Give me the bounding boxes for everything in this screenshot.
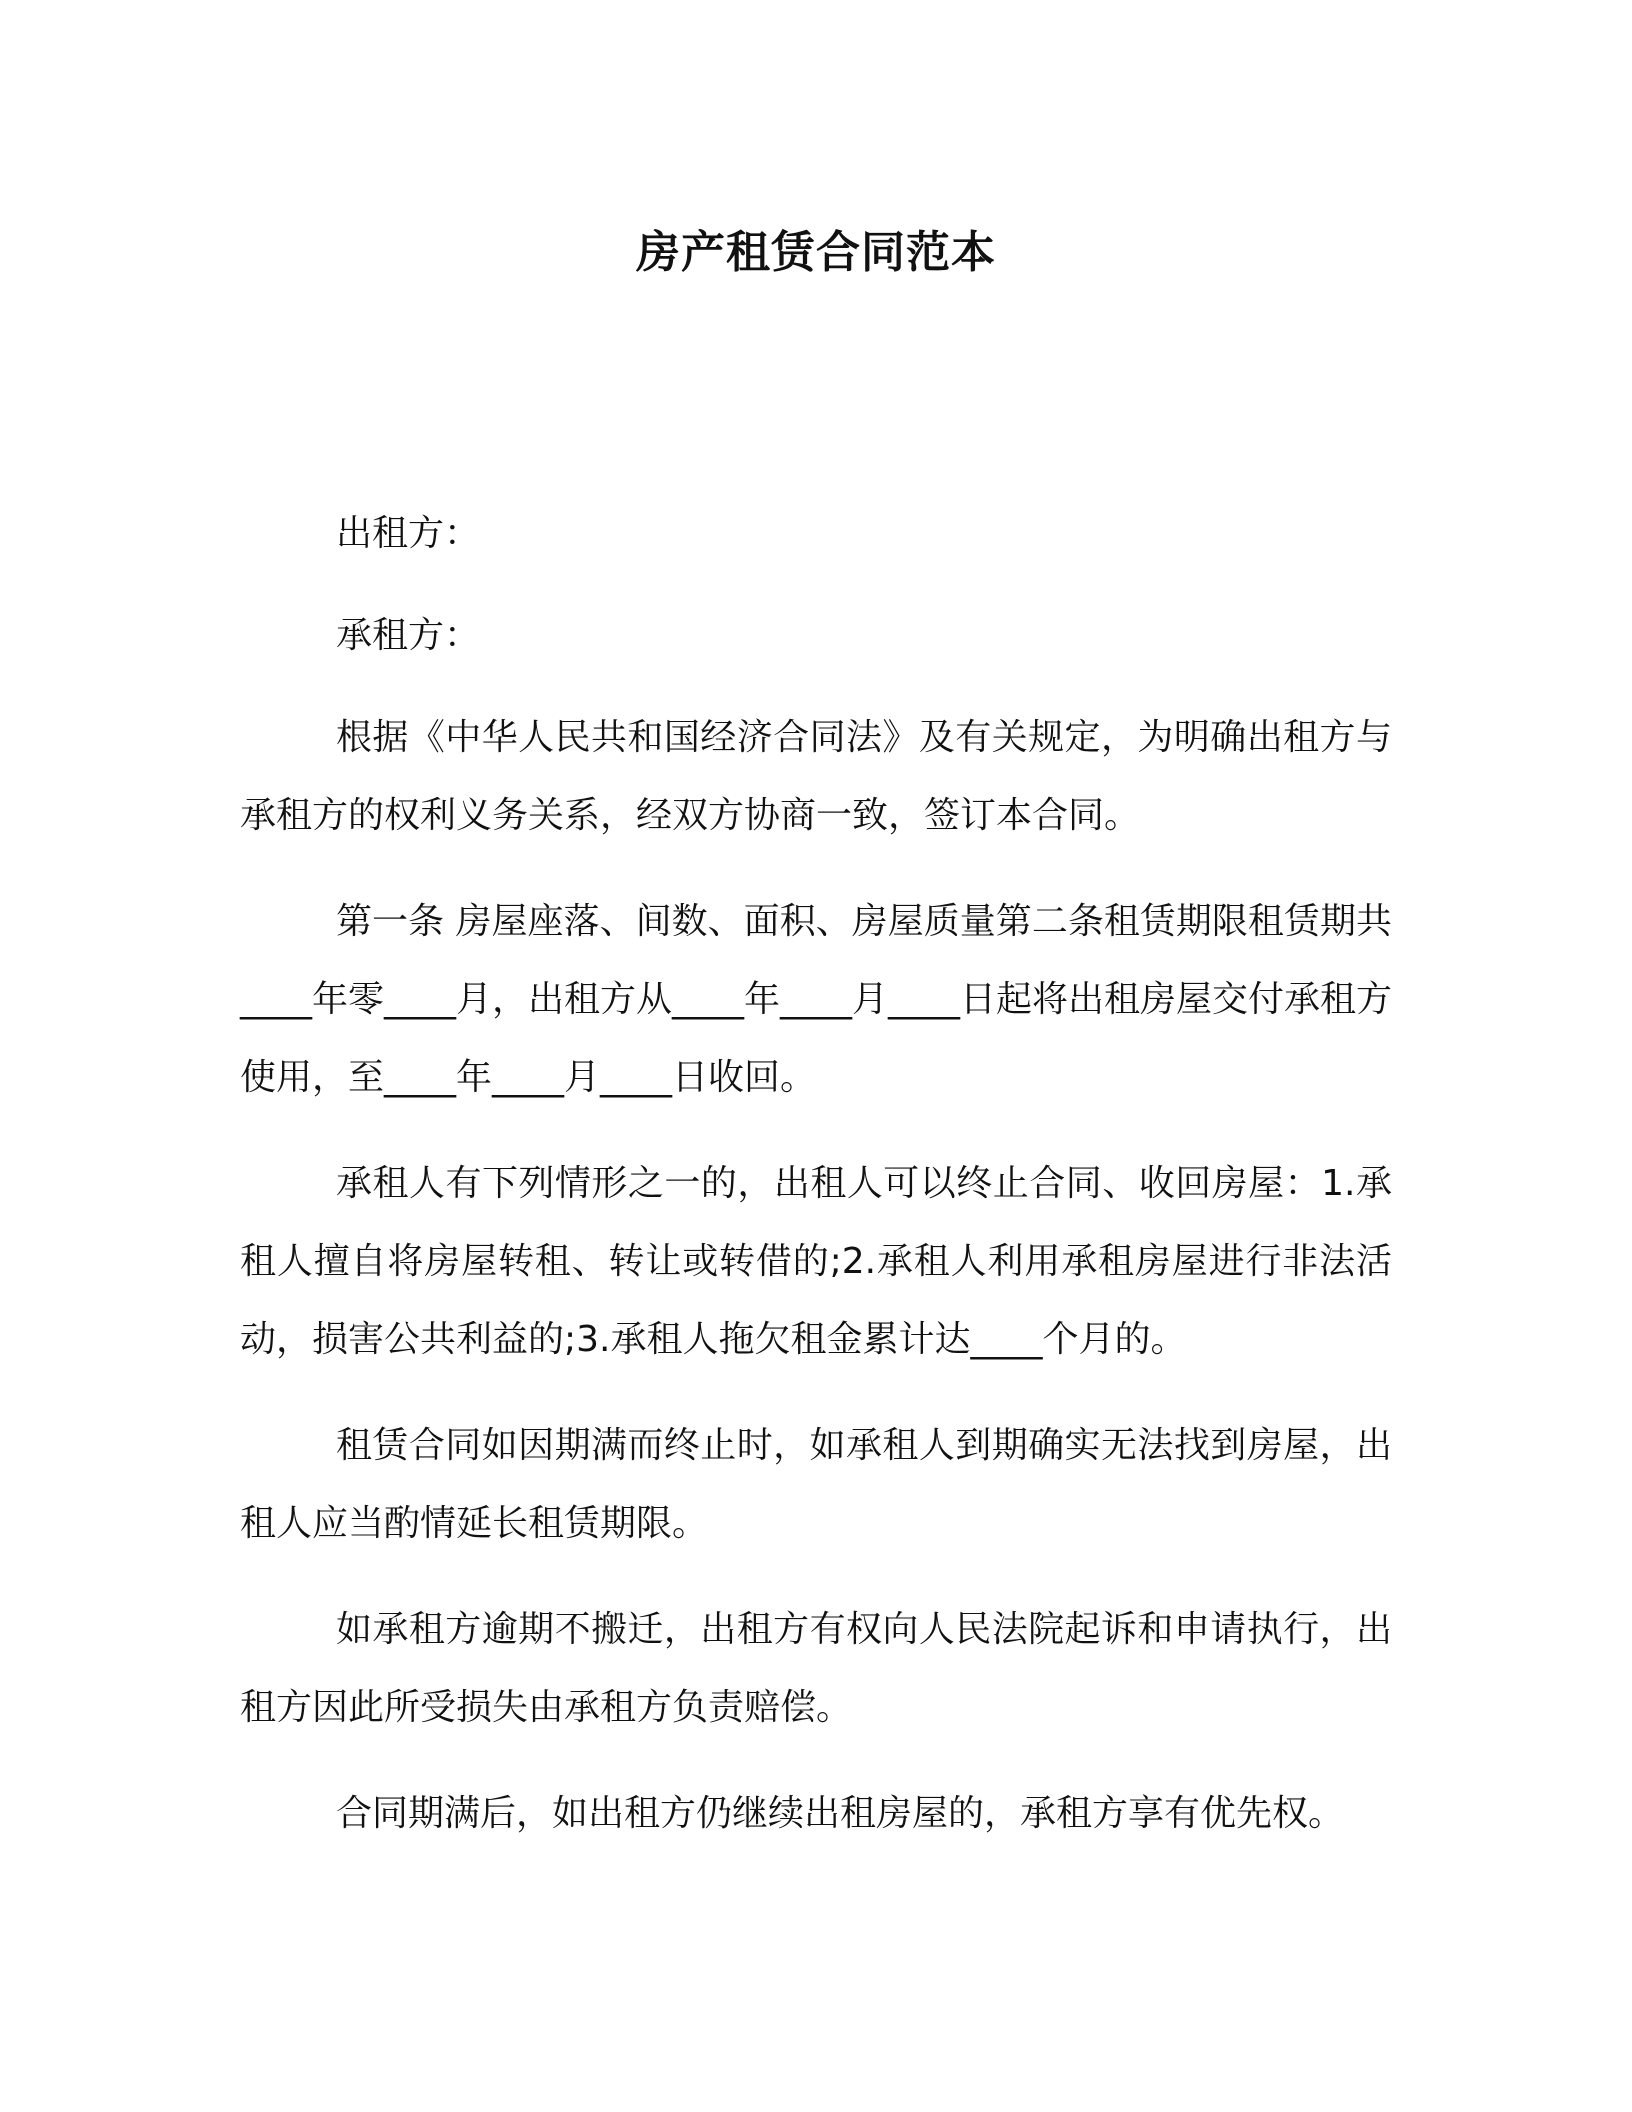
lessor-line: 出租方： — [336, 513, 481, 554]
paragraph-overdue: 如承租方逾期不搬迁，出租方有权向人民法院起诉和申请执行，出租方因此所受损失由承租方负责赔偿。 — [240, 1609, 1392, 1728]
paragraph-termination: 承租人有下列情形之一的，出租人可以终止合同、收回房屋：1.承租人擅自将房屋转租、转让或转借的;2.承租人利用承租房屋进行非法活动，损害公共利益的;3.承租人拖欠租金累计达____个月的。 — [240, 1163, 1392, 1360]
paragraph-priority: 合同期满后，如出租方仍继续出租房屋的，承租方享有优先权。 — [336, 1793, 1345, 1834]
paragraph-expiry: 租赁合同如因期满而终止时，如承租人到期确实无法找到房屋，出租人应当酌情延长租赁期限。 — [240, 1425, 1392, 1544]
document-title: 房产租赁合同范本 — [636, 227, 996, 278]
paragraph-article-1: 第一条 房屋座落、间数、面积、房屋质量第二条租赁期限租赁期共____年零____月，出租方从____年____月____日起将出租房屋交付承租方使用，至____年____月____日收回。 — [240, 901, 1393, 1098]
paragraph-preamble: 根据《中华人民共和国经济合同法》及有关规定，为明确出租方与承租方的权利义务关系，经双方协商一致，签订本合同。 — [240, 717, 1392, 836]
lessee-line: 承租方： — [336, 615, 481, 656]
document-body — [240, 495, 1392, 1881]
